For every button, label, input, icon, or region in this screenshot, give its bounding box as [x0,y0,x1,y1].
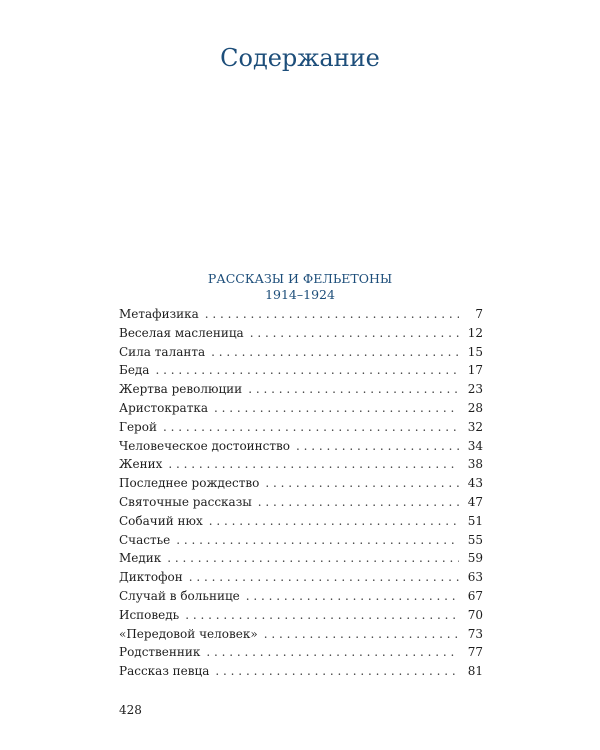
toc-entry-title: Последнее рождество [119,476,260,491]
toc-entry[interactable] [119,343,483,362]
dot-leader [264,625,459,644]
toc-entry-page: 47 [467,494,483,509]
toc-entry-page: 43 [467,476,483,491]
toc-entry[interactable] [119,512,483,531]
section-title: РАССКАЗЫ И ФЕЛЬЕТОНЫ [207,271,393,286]
toc-entry-title: Родственник [119,645,201,660]
toc-entry-title: Рассказ певца [119,664,210,679]
toc-entry-page: 55 [467,532,483,547]
toc-entry[interactable] [119,493,483,512]
toc-entry-title: Сила таланта [119,344,206,359]
toc-entry-title: Герой [119,419,157,434]
dot-leader [206,643,459,662]
toc-entry-title: Жертва революции [119,382,243,397]
toc-entry-page: 51 [467,513,483,528]
dot-leader [185,606,459,625]
toc-entry[interactable] [119,437,483,456]
dot-leader [296,437,459,456]
toc-entry[interactable] [119,606,483,625]
toc-entry-page: 38 [467,457,483,472]
dot-leader [168,455,459,474]
toc-entry-page: 17 [467,363,483,378]
toc-entry-title: Аристократка [119,400,208,415]
toc-entry[interactable] [119,361,483,380]
toc-entry-title: Исповедь [119,607,180,622]
dot-leader [209,512,459,531]
toc-entry-page: 28 [467,400,483,415]
dot-leader [248,380,459,399]
toc-entry[interactable] [119,474,483,493]
table-of-contents [119,305,483,681]
toc-entry[interactable] [119,643,483,662]
section-years: 1914–1924 [265,287,335,302]
toc-entry[interactable] [119,380,483,399]
toc-entry-title: Диктофон [119,570,183,585]
toc-entry[interactable] [119,568,483,587]
dot-leader [211,343,459,362]
toc-entry-page: 73 [467,626,483,641]
toc-entry[interactable] [119,399,483,418]
toc-entry-page: 67 [467,588,483,603]
toc-entry-page: 81 [467,664,483,679]
page-number: 428 [119,703,142,717]
dot-leader [246,587,459,606]
toc-entry-title: Беда [119,363,150,378]
toc-entry-page: 32 [467,419,483,434]
toc-entry-page: 77 [467,645,483,660]
toc-entry[interactable] [119,549,483,568]
toc-entry-title: Случай в больнице [119,588,240,603]
toc-entry[interactable] [119,305,483,324]
dot-leader [214,399,459,418]
toc-entry-page: 70 [467,607,483,622]
toc-entry-page: 59 [467,551,483,566]
toc-entry[interactable] [119,418,483,437]
toc-entry-title: Жених [119,457,163,472]
toc-entry-title: Святочные рассказы [119,494,252,509]
section-header [0,271,600,303]
toc-entry-title: Счастье [119,532,171,547]
toc-entry-page: 7 [475,307,483,321]
dot-leader [176,531,459,550]
toc-entry[interactable] [119,662,483,681]
toc-entry-title: Собачий нюх [119,513,203,528]
toc-entry[interactable] [119,587,483,606]
toc-entry-page: 12 [467,325,483,340]
dot-leader [215,662,459,681]
dot-leader [189,568,459,587]
toc-entry[interactable] [119,455,483,474]
toc-entry-title: Человеческое достоинство [119,438,291,453]
toc-entry-page: 23 [467,382,483,397]
dot-leader [250,324,459,343]
toc-entry-title: Метафизика [119,307,199,321]
toc-entry-page: 15 [467,344,483,359]
toc-entry[interactable] [119,324,483,343]
dot-leader [163,418,459,437]
toc-entry-title: Медик [119,551,162,566]
toc-entry[interactable] [119,625,483,644]
dot-leader [155,361,459,380]
toc-entry-title: «Передовой человек» [119,626,258,641]
toc-entry[interactable] [119,531,483,550]
dot-leader [258,493,459,512]
toc-entry-page: 63 [467,570,483,585]
page-title: Содержание [220,44,380,72]
dot-leader [205,305,459,324]
dot-leader [265,474,459,493]
toc-entry-page: 34 [467,438,483,453]
dot-leader [167,549,459,568]
toc-entry-title: Веселая масленица [119,325,244,340]
